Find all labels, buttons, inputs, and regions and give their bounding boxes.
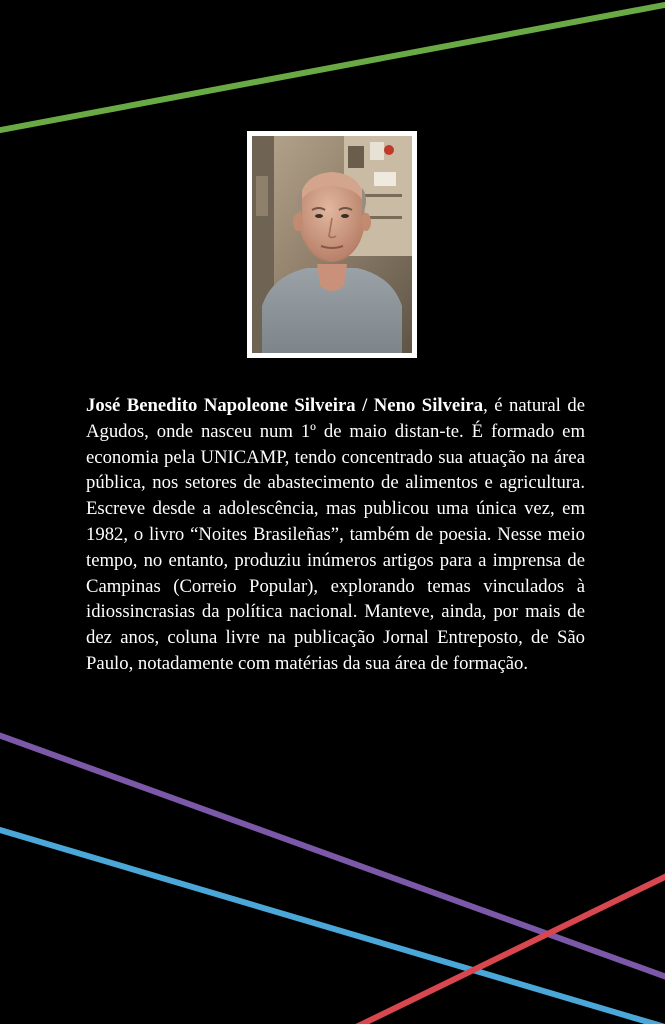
- author-name: José Benedito Napoleone Silveira / Neno Silveira: [86, 395, 484, 416]
- author-name-suffix: ,: [483, 395, 488, 416]
- purple-stripe: [0, 732, 665, 980]
- author-photo-frame: [247, 131, 417, 358]
- author-bio: [86, 393, 585, 677]
- author-bio-text: é natural de Agudos, onde nasceu num 1º de maio distan-te. É formado em economia pela UNICAMP, tendo concentrado sua atuação na área pública, nos setores de abastecimento de alimentos e agricultura. Escreve desde a adolescência, mas publicou uma única vez, em 1982, o livro “Noites Brasileñas”, também de poesia. Nesse meio tempo, no entanto, produziu inúmeros artigos para a imprensa de Campinas (Correio Popular), explorando temas vinculados à idiossincrasias da política nacional. Manteve, ainda, por mais de dez anos, coluna livre na publicação Jornal Entreposto, de São Paulo, notadamente com matérias da sua área de formação.: [86, 395, 585, 674]
- author-photo: [252, 136, 412, 353]
- green-stripe: [0, 3, 665, 132]
